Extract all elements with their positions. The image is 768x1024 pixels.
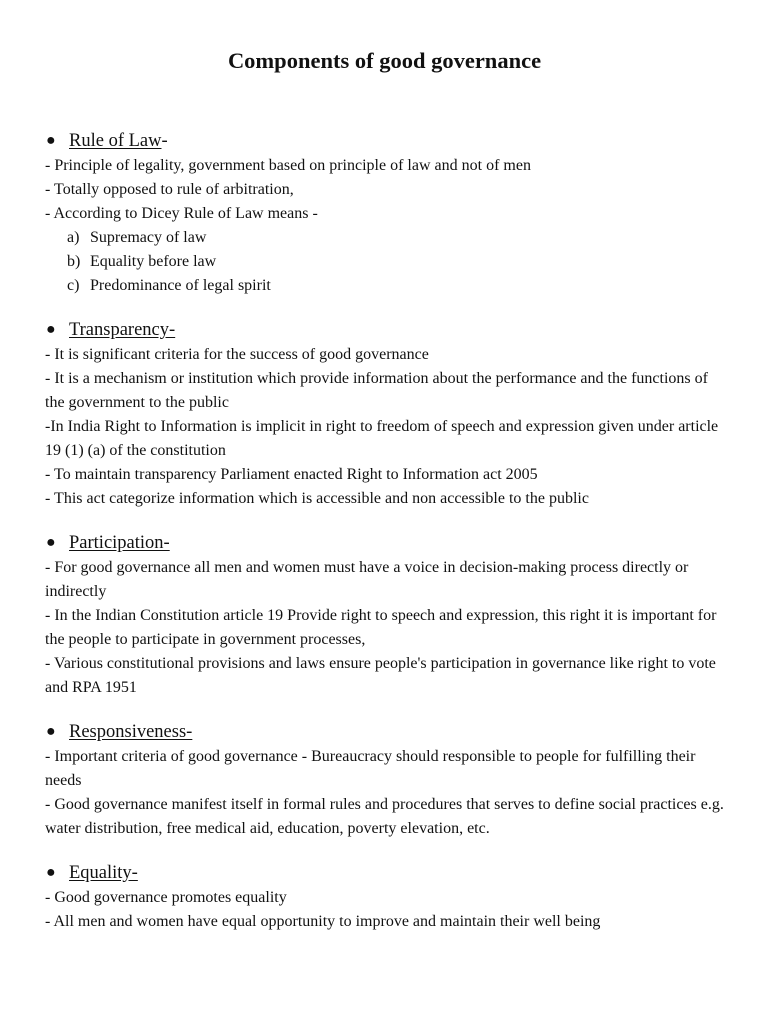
section-heading — [45, 860, 724, 886]
body-line: - It is a mechanism or institution which provide information about the performance and the functions of the government to the public — [45, 370, 708, 411]
body-line: - Totally opposed to rule of arbitration, — [45, 181, 294, 198]
section-heading — [45, 128, 724, 154]
section-heading-text: Responsiveness- — [69, 722, 193, 742]
bullet-icon: ● — [46, 864, 56, 881]
section-heading — [45, 317, 724, 343]
section-heading-text: Transparency- — [69, 320, 176, 340]
list-item — [45, 250, 724, 274]
body-line: - For good governance all men and women must have a voice in decision-making process directly or indirectly — [45, 559, 689, 600]
document-title: Components of good governance — [227, 48, 542, 73]
list-item — [45, 274, 724, 298]
body-line: - Important criteria of good governance - Bureaucracy should responsible to people for fulfilling their needs — [45, 748, 696, 789]
section-heading-text: Rule of Law — [69, 131, 162, 151]
body-line: - Good governance manifest itself in formal rules and procedures that serves to define social practices e.g. water distribution, free medical aid, education, poverty elevation, etc. — [45, 796, 724, 837]
body-line: - All men and women have equal opportunity to improve and maintain their well being — [45, 913, 601, 930]
section-heading-text: Equality- — [69, 863, 138, 883]
section-responsiveness — [45, 719, 724, 841]
bullet-icon: ● — [46, 723, 56, 740]
list-item-text: Equality before law — [90, 253, 217, 270]
list-marker: a) — [67, 229, 80, 246]
section-transparency — [45, 317, 724, 511]
body-line: - In the Indian Constitution article 19 Provide right to speech and expression, this right it is important for the people to participate in government processes, — [45, 607, 717, 648]
bullet-icon: ● — [46, 321, 56, 338]
bullet-icon: ● — [46, 132, 56, 149]
body-line: - According to Dicey Rule of Law means - — [45, 205, 318, 222]
bullet-icon: ● — [46, 534, 56, 551]
body-line: - Principle of legality, government based on principle of law and not of men — [45, 157, 531, 174]
list-item — [45, 226, 724, 250]
body-line: - Good governance promotes equality — [45, 889, 287, 906]
list-item-text: Supremacy of law — [90, 229, 207, 246]
section-heading-text: Participation- — [69, 533, 170, 553]
section-heading-suffix: - — [161, 131, 168, 151]
section-equality — [45, 860, 724, 934]
list-marker: c) — [67, 277, 80, 294]
body-line: - Various constitutional provisions and laws ensure people's participation in governance like right to vote and RPA 1951 — [45, 655, 716, 696]
list-marker: b) — [67, 253, 81, 270]
body-line: -In India Right to Information is implicit in right to freedom of speech and expression given under article 19 (1) (a) of the constitution — [45, 418, 719, 459]
section-heading — [45, 530, 724, 556]
body-line: - It is significant criteria for the success of good governance — [45, 346, 429, 363]
section-participation — [45, 530, 724, 700]
body-line: - This act categorize information which is accessible and non accessible to the public — [45, 490, 589, 507]
list-item-text: Predominance of legal spirit — [90, 277, 271, 294]
section-rule-of-law — [45, 128, 724, 298]
section-heading — [45, 719, 724, 745]
body-line: - To maintain transparency Parliament enacted Right to Information act 2005 — [45, 466, 538, 483]
